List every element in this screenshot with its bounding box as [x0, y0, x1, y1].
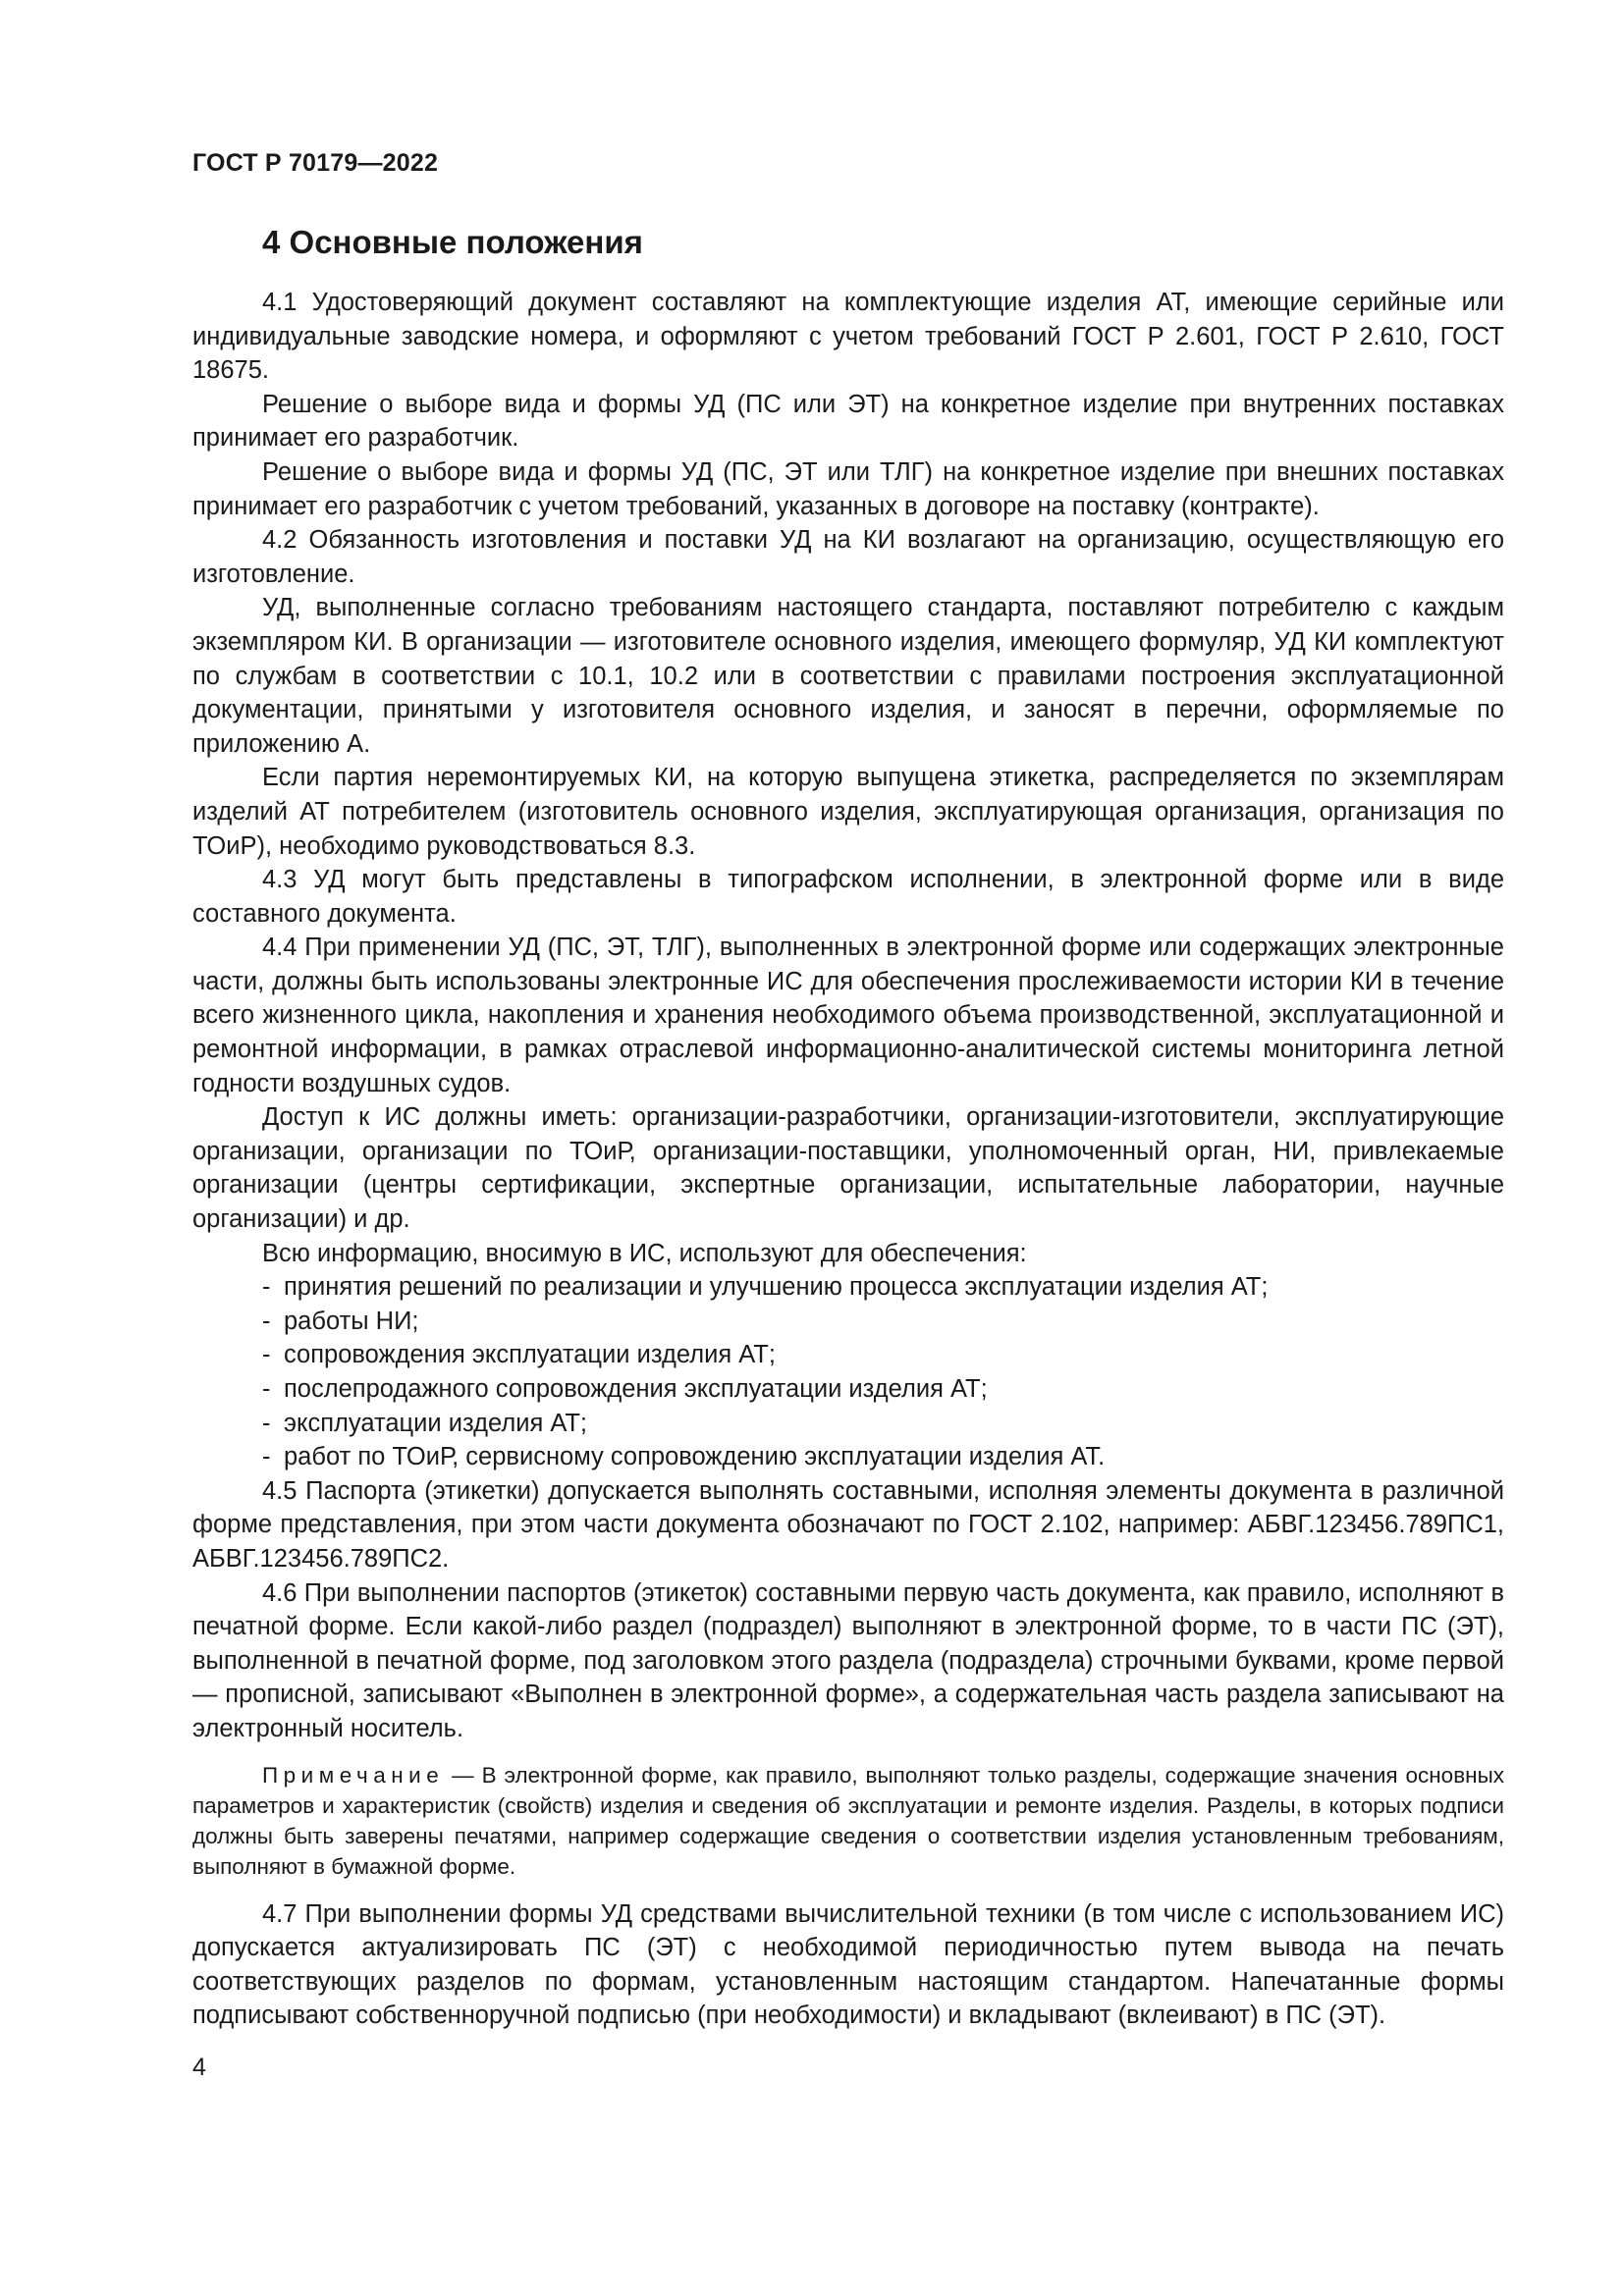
- list-item: [192, 1270, 1504, 1305]
- list-marker: -: [262, 1375, 271, 1403]
- list-marker: -: [262, 1341, 271, 1369]
- paragraph: Решение о выборе вида и формы УД (ПС, ЭТ или ТЛГ) на конкретное изделие при внешних поставках принимает его разработчик с учетом требований, указанных в договоре на поставку (контракте).: [192, 457, 1504, 520]
- paragraph: Если партия неремонтируемых КИ, на которую выпущена этикетка, распределяется по экземплярам изделий АТ потребителем (изготовитель основного изделия, эксплуатирующая организация, организация по ТОиР), необходимо руководствоваться 8.3.: [192, 764, 1504, 860]
- note-block: [192, 1760, 1504, 1882]
- paragraph-4-4: 4.4 При применении УД (ПС, ЭТ, ТЛГ), выполненных в электронной форме или содержащих электронные части, должны быть использованы электронные ИС для обеспечения прослеживаемости истории КИ в течение всего жизненного цикла, накопления и хранения необходимого объема производственной, эксплуатационной и ремонтной информации, в рамках отраслевой информационно-аналитической системы мониторинга летной годности воздушных судов.: [192, 934, 1504, 1097]
- document-header: ГОСТ Р 70179—2022: [192, 149, 439, 177]
- list-item-text: работы НИ;: [284, 1307, 419, 1335]
- list-item: [192, 1305, 1504, 1339]
- paragraph-4-3: 4.3 УД могут быть представлены в типографском исполнении, в электронной форме или в виде составного документа.: [192, 866, 1504, 928]
- list-item: [192, 1407, 1504, 1441]
- paragraph-4-6: 4.6 При выполнении паспортов (этикеток) составными первую часть документа, как правило, исполняют в печатной форме. Если какой-либо раздел (подраздел) выполняют в электронной форме, то в части ПС (ЭТ), выполненной в печатной форме, под заголовком этого раздела (подраздела) строчными буквами, кроме первой — прописной, записывают «Выполнен в электронной форме», а содержательная часть раздела записывают на электронный носитель.: [192, 1578, 1504, 1742]
- list-item-text: эксплуатации изделия АТ;: [284, 1409, 588, 1437]
- document-body: [192, 286, 1504, 2033]
- list-item: [192, 1440, 1504, 1474]
- paragraph-4-7: 4.7 При выполнении формы УД средствами вычислительной техники (в том числе с использованием ИС) допускается актуализировать ПС (ЭТ) с необходимой периодичностью путем вывода на печать соответствующих разделов по формам, установленным настоящим стандартом. Напечатанные формы подписывают собственноручной подписью (при необходимости) и вкладывают (вклеивают) в ПС (ЭТ).: [192, 1899, 1504, 2030]
- list-marker: -: [262, 1273, 271, 1302]
- page-number: 4: [192, 2054, 206, 2081]
- list-item: [192, 1338, 1504, 1372]
- paragraph: Доступ к ИС должны иметь: организации-разработчики, организации-изготовители, эксплуатирующие организации, организации по ТОиР, организации-поставщики, уполномоченный орган, НИ, привлекаемые организации (центры сертификации, экспертные организации, испытательные лаборатории, научные организации) и др.: [192, 1103, 1504, 1234]
- list-item-text: принятия решений по реализации и улучшению процесса эксплуатации изделия АТ;: [284, 1273, 1269, 1302]
- list-marker: -: [262, 1307, 271, 1335]
- list-item-text: послепродажного сопровождения эксплуатации изделия АТ;: [284, 1375, 988, 1403]
- list-marker: -: [262, 1443, 271, 1471]
- paragraph-4-2: 4.2 Обязанность изготовления и поставки УД на КИ возлагают на организацию, осуществляющую его изготовление.: [192, 526, 1504, 588]
- paragraph-4-1: 4.1 Удостоверяющий документ составляют на комплектующие изделия АТ, имеющие серийные или индивидуальные заводские номера, и оформляют с учетом требований ГОСТ Р 2.601, ГОСТ Р 2.610, ГОСТ 18675.: [192, 289, 1504, 385]
- note-label: Примечание: [262, 1762, 445, 1788]
- usage-list: [192, 1270, 1504, 1474]
- section-title: 4 Основные положения: [262, 224, 643, 260]
- list-item-text: работ по ТОиР, сервисному сопровождению эксплуатации изделия АТ.: [284, 1443, 1106, 1471]
- paragraph-4-5: 4.5 Паспорта (этикетки) допускается выполнять составными, исполняя элементы документа в различной форме представления, при этом части документа обозначают по ГОСТ 2.102, например: АБВГ.123456.789ПС1, АБВГ.123456.789ПС2.: [192, 1476, 1504, 1573]
- paragraph: Решение о выборе вида и формы УД (ПС или ЭТ) на конкретное изделие при внутренних поставках принимает его разработчик.: [192, 390, 1504, 453]
- paragraph: Всю информацию, вносимую в ИС, используют для обеспечения:: [262, 1239, 1027, 1267]
- paragraph: УД, выполненные согласно требованиям настоящего стандарта, поставляют потребителю с каждым экземпляром КИ. В организации — изготовителе основного изделия, имеющего формуляр, УД КИ комплектуют по службам в соответствии с 10.1, 10.2 или в соответствии с правилами построения эксплуатационной документации, принятыми у изготовителя основного изделия, и заносят в перечни, оформляемые по приложению А.: [192, 594, 1504, 758]
- list-item: [192, 1372, 1504, 1407]
- list-item-text: сопровождения эксплуатации изделия АТ;: [284, 1341, 776, 1369]
- list-marker: -: [262, 1409, 271, 1437]
- note-text: — В электронной форме, как правило, выполняют только разделы, содержащие значения основных параметров и характеристик (свойств) изделия и сведения об эксплуатации и ремонте изделия. Разделы, в которых подписи должны быть заверены печатями, например содержащие сведения о соответствии изделия установленным требованиям, выполняют в бумажной форме.: [192, 1762, 1504, 1879]
